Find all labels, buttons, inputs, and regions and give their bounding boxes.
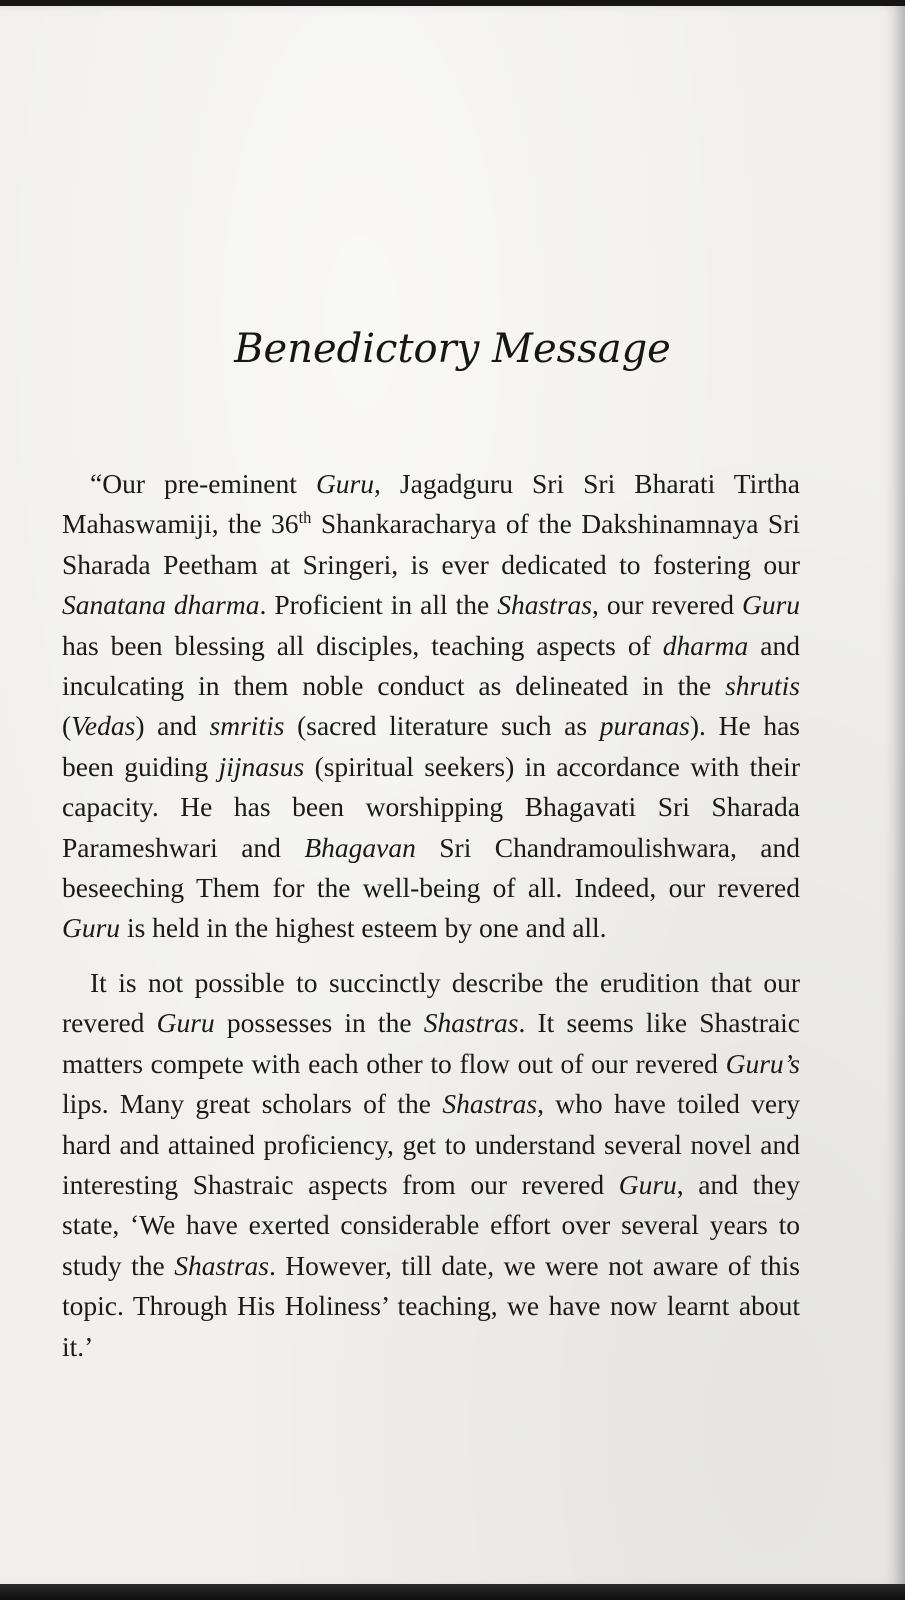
text-run: , Jagadguru Sri Sri Bharati Tirtha Mahaswamiji, the 36	[62, 468, 800, 540]
text-run: , who have toiled very hard and attained proficiency, get to understand several novel and interesting Shastraic aspects from our revered	[62, 1088, 801, 1200]
text-run: . Proficient in all the	[259, 589, 498, 621]
italic-term: puranas	[599, 710, 690, 742]
body-text	[62, 464, 800, 1367]
text-run: . However, till date, we were not aware of this topic. Through His Holiness’ teaching, we have now learnt about it.’	[62, 1249, 800, 1362]
text-run: , and they state, ‘We have exerted considerable effort over several years to study the	[62, 1168, 800, 1281]
text-run: Shankaracharya of the Dakshinamnaya Sri Sharada Peetham at Sringeri, is ever dedicated to fostering our	[62, 508, 800, 580]
italic-term: Guru	[62, 912, 121, 944]
italic-term: Vedas	[71, 710, 136, 742]
italic-term: Shastras	[174, 1249, 269, 1281]
italic-term: dharma	[662, 629, 749, 661]
text-run: is held in the highest esteem by one and all.	[120, 912, 607, 944]
text-run: and inculcating in them noble conduct as delineated in the	[62, 629, 800, 702]
italic-term: Bhagavan	[304, 831, 416, 863]
italic-term: Guru	[618, 1168, 677, 1200]
superscript-text: th	[298, 508, 312, 528]
italic-term: Guru	[315, 468, 374, 499]
text-run: (spiritual seekers) in accordance with their capacity. He has been worshipping Bhagavati Sri Sharada Parameshwari and	[62, 750, 800, 863]
text-run: lips. Many great scholars of the	[62, 1088, 443, 1120]
text-run: . It seems like Shastraic matters compete with each other to flow out of our revered	[62, 1007, 800, 1079]
text-run: (	[62, 710, 72, 742]
italic-term: Guru’s	[725, 1047, 800, 1079]
text-run: ). He has been guiding	[62, 710, 800, 782]
page-bottom-edge	[0, 1584, 905, 1600]
page-title: Benedictory Message	[234, 326, 671, 372]
italic-term: Shastras	[497, 589, 592, 621]
italic-term: Shastras	[423, 1007, 519, 1039]
paragraph-1	[62, 464, 800, 949]
paragraph-2	[62, 963, 800, 1367]
italic-term: Guru	[741, 589, 801, 621]
italic-term: Guru	[156, 1007, 215, 1039]
text-run: possesses in the	[214, 1007, 424, 1039]
text-run: It is not possible to succinctly describe the erudition that our revered	[62, 966, 800, 1039]
italic-term: Sanatana dharma	[62, 589, 260, 621]
text-run: “Our pre-eminent	[90, 468, 316, 499]
italic-term: Shastras	[442, 1088, 538, 1120]
italic-term: jijnasus	[218, 750, 305, 782]
text-run: Sri Chandramoulishwara, and beseeching Them for the well-being of all. Indeed, our revered	[62, 831, 800, 904]
text-run: has been blessing all disciples, teaching aspects of	[62, 629, 663, 661]
text-run: ) and	[135, 710, 210, 742]
text-run: , our revered	[591, 589, 742, 621]
book-page	[0, 6, 905, 1586]
text-run: (sacred literature such as	[284, 710, 600, 742]
italic-term: shrutis	[725, 670, 800, 702]
italic-term: smritis	[209, 710, 285, 742]
